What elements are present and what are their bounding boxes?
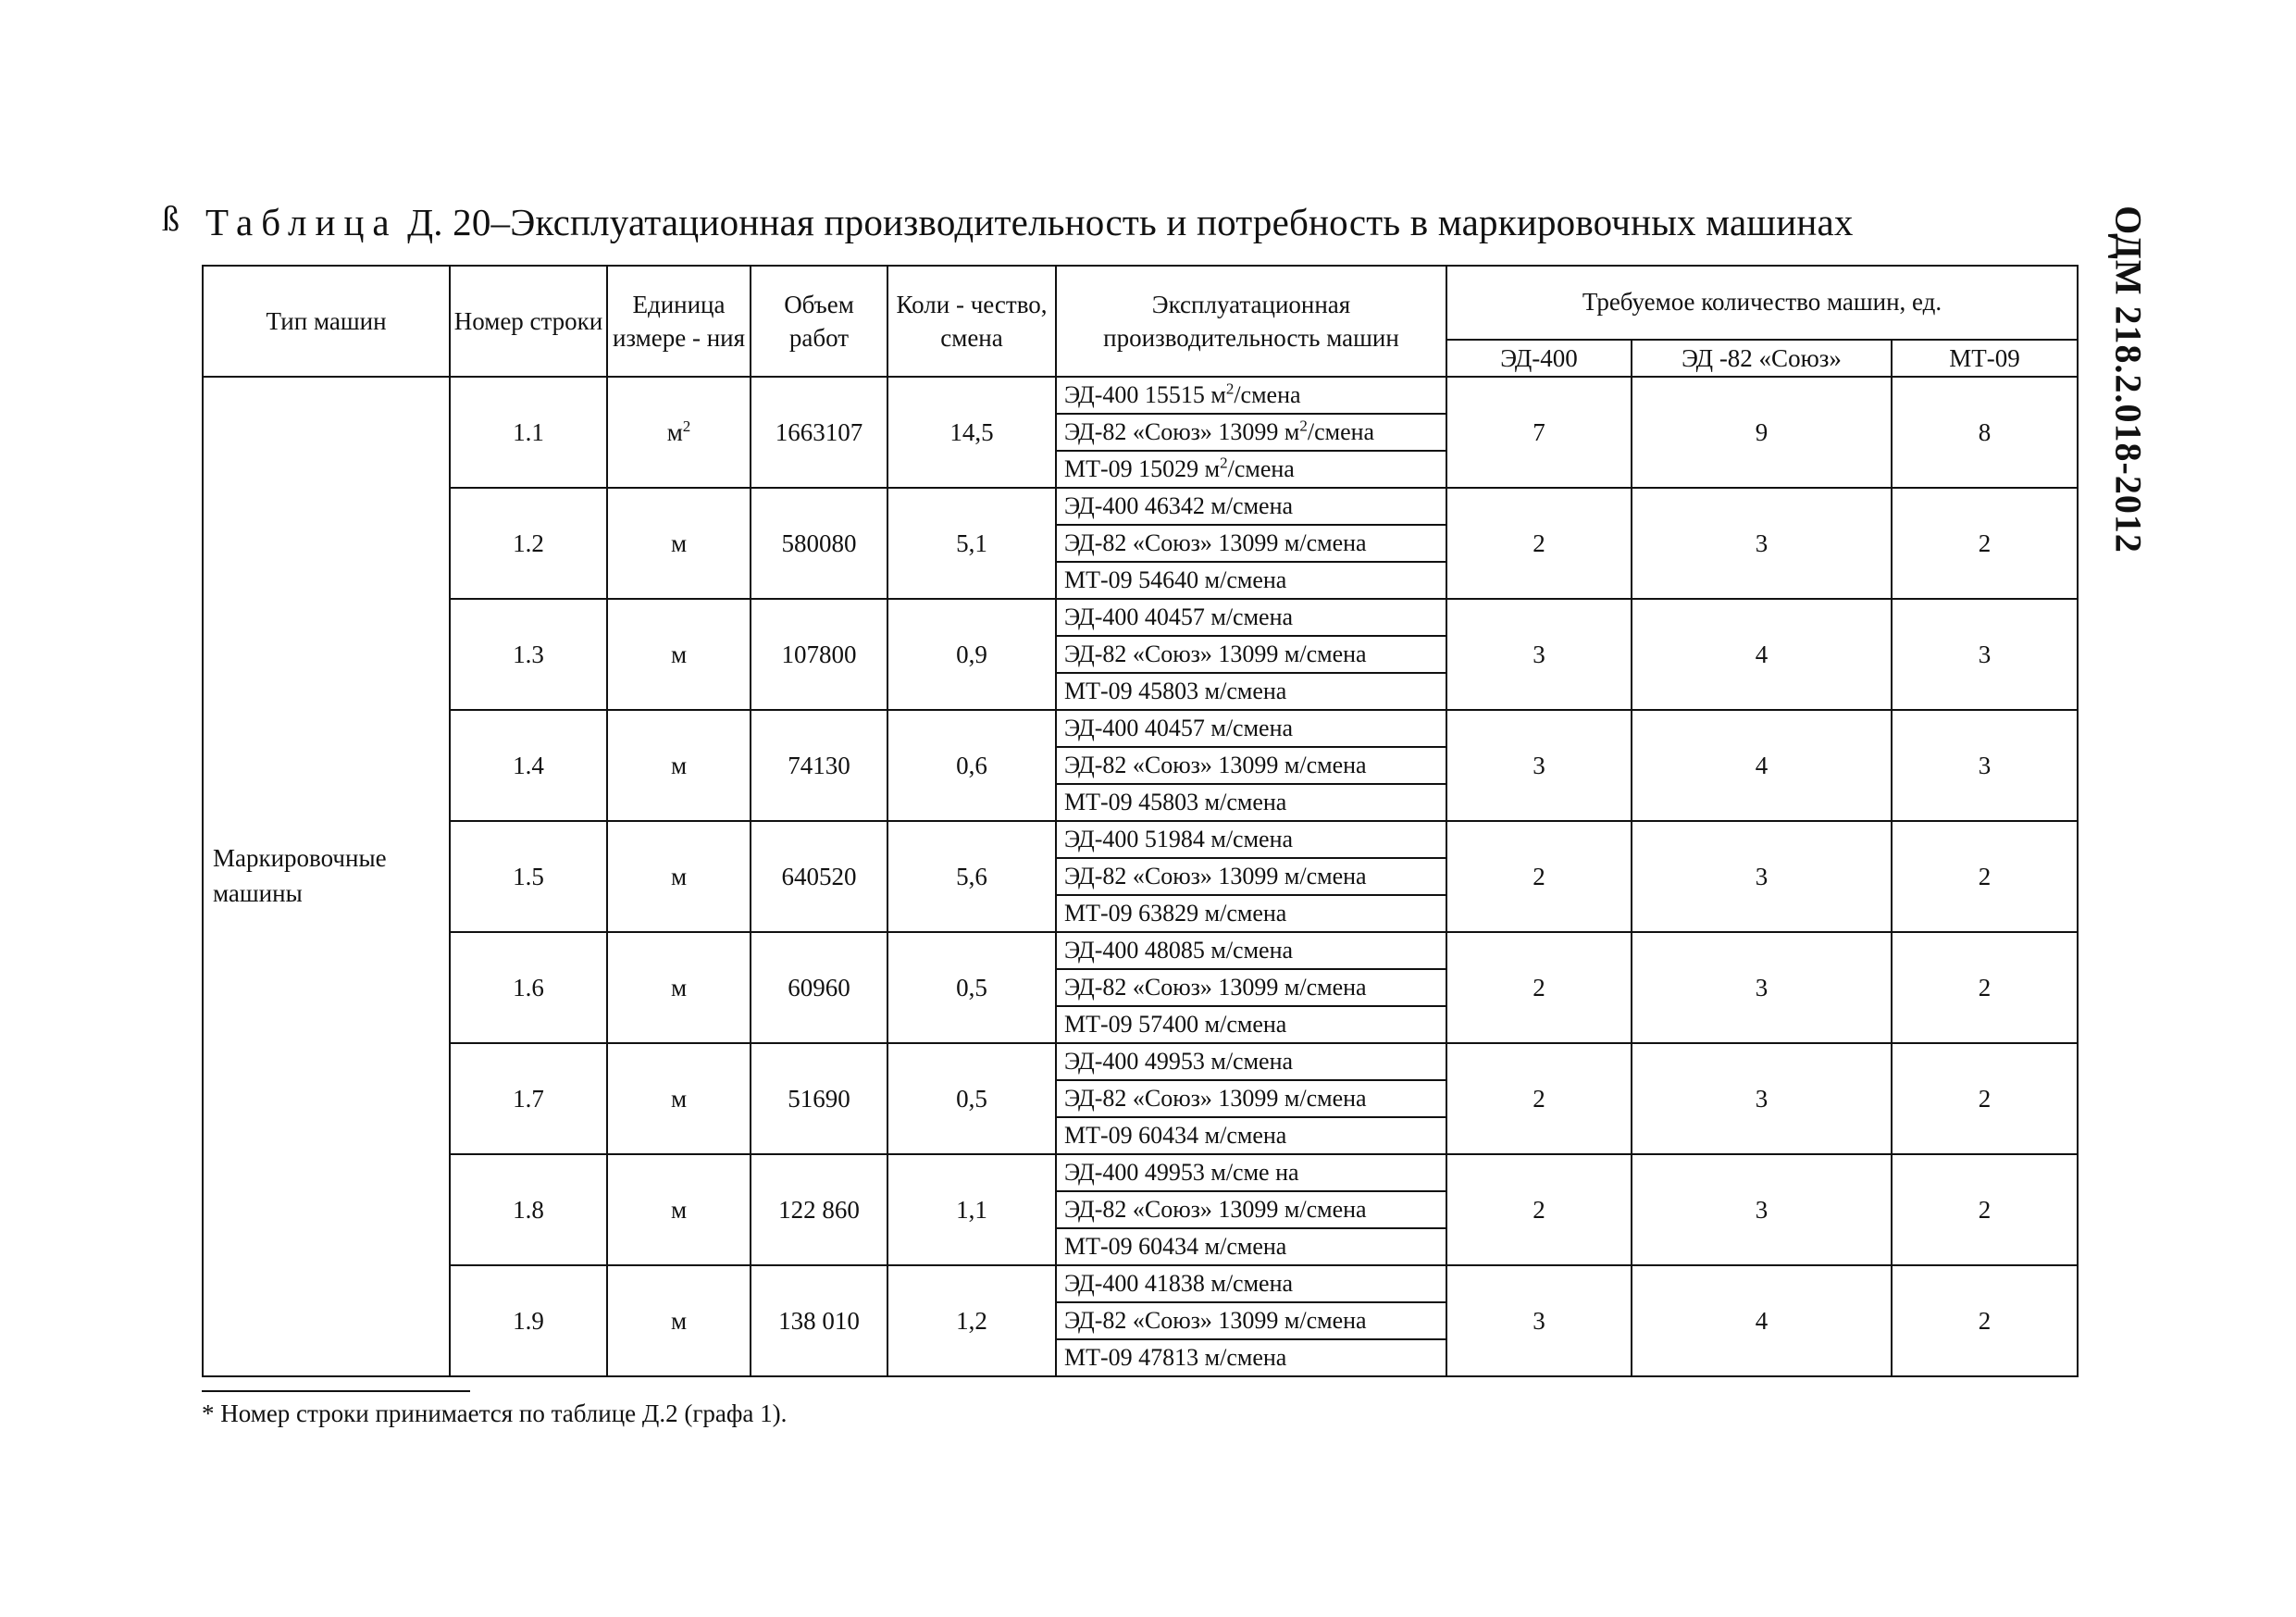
performance-cell bbox=[1056, 599, 1446, 636]
required-mt09-cell: 2 bbox=[1892, 1265, 2078, 1376]
required-mt09-cell: 2 bbox=[1892, 1043, 2078, 1154]
row-number-cell: 1.5 bbox=[450, 821, 607, 932]
performance-cell bbox=[1056, 525, 1446, 562]
header-volume: Объем работ bbox=[751, 266, 887, 377]
performance-text: ЭД-82 «Союз» 13099 м/смена bbox=[1064, 529, 1367, 556]
unit-cell bbox=[607, 1265, 751, 1376]
quantity-cell: 1,2 bbox=[887, 1265, 1056, 1376]
performance-cell bbox=[1056, 1080, 1446, 1117]
performance-text: ЭД-400 49953 м/смена bbox=[1064, 1047, 1294, 1075]
table-title bbox=[205, 202, 1854, 243]
performance-cell bbox=[1056, 562, 1446, 599]
volume-cell: 1663107 bbox=[751, 377, 887, 488]
performance-text: ЭД-400 49953 м/сме на bbox=[1064, 1158, 1299, 1186]
required-mt09-cell: 8 bbox=[1892, 377, 2078, 488]
performance-cell bbox=[1056, 895, 1446, 932]
volume-cell: 51690 bbox=[751, 1043, 887, 1154]
row-number-cell: 1.6 bbox=[450, 932, 607, 1043]
performance-text: ЭД-400 41838 м/смена bbox=[1064, 1269, 1294, 1297]
volume-cell: 107800 bbox=[751, 599, 887, 710]
performance-cell bbox=[1056, 1006, 1446, 1043]
header-quantity: Коли - чество, смена bbox=[887, 266, 1056, 377]
required-ed400-cell: 2 bbox=[1446, 821, 1632, 932]
quantity-cell: 5,6 bbox=[887, 821, 1056, 932]
performance-cell bbox=[1056, 969, 1446, 1006]
volume-cell: 74130 bbox=[751, 710, 887, 821]
unit-text: м bbox=[666, 417, 683, 446]
quantity-cell: 1,1 bbox=[887, 1154, 1056, 1265]
table-row bbox=[203, 821, 2078, 858]
volume-cell: 122 860 bbox=[751, 1154, 887, 1265]
performance-text: ЭД-400 51984 м/смена bbox=[1064, 825, 1294, 852]
table-title-number: Д. 20 bbox=[407, 201, 491, 243]
unit-text: м bbox=[670, 751, 688, 779]
header-required-ed400: ЭД-400 bbox=[1446, 340, 1632, 377]
performance-text: МТ-09 54640 м/смена bbox=[1064, 566, 1287, 593]
row-number-cell: 1.1 bbox=[450, 377, 607, 488]
unit-text: м bbox=[670, 1195, 688, 1224]
performance-cell bbox=[1056, 1117, 1446, 1154]
required-ed82-cell: 9 bbox=[1632, 377, 1892, 488]
performance-cell bbox=[1056, 1228, 1446, 1265]
performance-text: ЭД-400 46342 м/смена bbox=[1064, 491, 1294, 519]
required-mt09-cell: 2 bbox=[1892, 488, 2078, 599]
performance-cell bbox=[1056, 784, 1446, 821]
performance-text: ЭД-82 «Союз» 13099 м/смена bbox=[1064, 1195, 1367, 1223]
unit-cell bbox=[607, 488, 751, 599]
quantity-cell: 14,5 bbox=[887, 377, 1056, 488]
quantity-cell: 0,5 bbox=[887, 1043, 1056, 1154]
unit-cell bbox=[607, 821, 751, 932]
row-number-cell: 1.4 bbox=[450, 710, 607, 821]
performance-superscript: 2 bbox=[1220, 454, 1228, 472]
quantity-cell: 5,1 bbox=[887, 488, 1056, 599]
performance-text: МТ-09 45803 м/смена bbox=[1064, 788, 1287, 815]
performance-text: МТ-09 47813 м/смена bbox=[1064, 1343, 1287, 1371]
table-row bbox=[203, 932, 2078, 969]
volume-cell: 580080 bbox=[751, 488, 887, 599]
quantity-cell: 0,6 bbox=[887, 710, 1056, 821]
performance-superscript: 2 bbox=[1299, 417, 1308, 435]
required-ed400-cell: 2 bbox=[1446, 1043, 1632, 1154]
row-number-cell: 1.7 bbox=[450, 1043, 607, 1154]
required-ed82-cell: 4 bbox=[1632, 599, 1892, 710]
quantity-cell: 0,5 bbox=[887, 932, 1056, 1043]
unit-cell bbox=[607, 599, 751, 710]
performance-cell bbox=[1056, 747, 1446, 784]
performance-cell bbox=[1056, 1154, 1446, 1191]
row-number-cell: 1.2 bbox=[450, 488, 607, 599]
unit-cell bbox=[607, 1154, 751, 1265]
required-ed82-cell: 3 bbox=[1632, 488, 1892, 599]
performance-text: ЭД-400 15515 м bbox=[1064, 380, 1226, 408]
performance-tail: /смена bbox=[1307, 417, 1375, 445]
performance-text: МТ-09 60434 м/смена bbox=[1064, 1121, 1287, 1149]
required-mt09-cell: 3 bbox=[1892, 599, 2078, 710]
machine-type-cell: Маркировочные машины bbox=[203, 377, 450, 1376]
footnote-rule bbox=[202, 1390, 470, 1392]
performance-cell bbox=[1056, 710, 1446, 747]
required-mt09-cell: 3 bbox=[1892, 710, 2078, 821]
unit-text: м bbox=[670, 640, 688, 668]
performance-cell bbox=[1056, 377, 1446, 414]
performance-text: ЭД-82 «Союз» 13099 м/смена bbox=[1064, 751, 1367, 778]
header-row-number: Номер строки bbox=[450, 266, 607, 377]
table-row bbox=[203, 599, 2078, 636]
table-title-label: Таблица bbox=[205, 201, 398, 243]
required-ed82-cell: 3 bbox=[1632, 1043, 1892, 1154]
unit-text: м bbox=[670, 1084, 688, 1113]
performance-cell bbox=[1056, 932, 1446, 969]
performance-text: ЭД-82 «Союз» 13099 м/смена bbox=[1064, 1306, 1367, 1334]
table-row bbox=[203, 1265, 2078, 1302]
performance-text: МТ-09 63829 м/смена bbox=[1064, 899, 1287, 927]
footnote: * Номер строки принимается по таблице Д.2 (графа 1). bbox=[202, 1399, 788, 1427]
performance-tail: /смена bbox=[1227, 454, 1295, 482]
header-required-ed82: ЭД -82 «Союз» bbox=[1632, 340, 1892, 377]
required-ed82-cell: 4 bbox=[1632, 1265, 1892, 1376]
required-ed400-cell: 3 bbox=[1446, 710, 1632, 821]
unit-text: м bbox=[670, 529, 688, 557]
performance-cell bbox=[1056, 1302, 1446, 1339]
required-ed400-cell: 2 bbox=[1446, 932, 1632, 1043]
performance-text: ЭД-400 40457 м/смена bbox=[1064, 714, 1294, 741]
required-ed82-cell: 3 bbox=[1632, 932, 1892, 1043]
performance-superscript: 2 bbox=[1225, 379, 1235, 398]
document-code-text: ОДМ 218.2.018-2012 bbox=[2107, 205, 2150, 554]
unit-cell bbox=[607, 932, 751, 1043]
table-title-text: Эксплуатационная производительность и потребность в маркировочных машинах bbox=[510, 201, 1854, 243]
required-ed82-cell: 3 bbox=[1632, 821, 1892, 932]
performance-text: ЭД-82 «Союз» 13099 м/смена bbox=[1064, 1084, 1367, 1112]
table-body bbox=[203, 377, 2078, 1376]
unit-text: м bbox=[670, 862, 688, 890]
required-mt09-cell: 2 bbox=[1892, 821, 2078, 932]
unit-text: м bbox=[670, 973, 688, 1001]
required-mt09-cell: 2 bbox=[1892, 1154, 2078, 1265]
performance-text: ЭД-82 «Союз» 13099 м/смена bbox=[1064, 862, 1367, 889]
unit-text: м bbox=[670, 1306, 688, 1335]
performance-tail: /смена bbox=[1234, 380, 1301, 408]
header-required-mt09: МТ-09 bbox=[1892, 340, 2078, 377]
header-required: Требуемое количество машин, ед. bbox=[1446, 266, 2078, 340]
volume-cell: 60960 bbox=[751, 932, 887, 1043]
page-mark: ß bbox=[162, 200, 180, 239]
table-title-dash: – bbox=[490, 201, 511, 243]
required-ed400-cell: 3 bbox=[1446, 1265, 1632, 1376]
performance-cell bbox=[1056, 636, 1446, 673]
performance-text: МТ-09 60434 м/смена bbox=[1064, 1232, 1287, 1260]
header-unit: Единица измере - ния bbox=[607, 266, 751, 377]
performance-cell bbox=[1056, 1043, 1446, 1080]
required-ed400-cell: 2 bbox=[1446, 488, 1632, 599]
performance-cell bbox=[1056, 414, 1446, 451]
performance-cell bbox=[1056, 821, 1446, 858]
unit-superscript: 2 bbox=[682, 417, 691, 435]
performance-text: МТ-09 57400 м/смена bbox=[1064, 1010, 1287, 1038]
table-row bbox=[203, 488, 2078, 525]
performance-text: ЭД-82 «Союз» 13099 м/смена bbox=[1064, 973, 1367, 1001]
required-ed82-cell: 3 bbox=[1632, 1154, 1892, 1265]
performance-text: ЭД-82 «Союз» 13099 м bbox=[1064, 417, 1300, 445]
performance-cell bbox=[1056, 1191, 1446, 1228]
performance-text: МТ-09 45803 м/смена bbox=[1064, 677, 1287, 704]
required-ed82-cell: 4 bbox=[1632, 710, 1892, 821]
row-number-cell: 1.3 bbox=[450, 599, 607, 710]
productivity-table bbox=[202, 265, 2079, 1377]
performance-cell bbox=[1056, 1265, 1446, 1302]
table-row bbox=[203, 710, 2078, 747]
performance-cell bbox=[1056, 1339, 1446, 1376]
unit-cell bbox=[607, 1043, 751, 1154]
header-performance: Эксплуатационная производительность машин bbox=[1056, 266, 1446, 377]
performance-text: ЭД-82 «Союз» 13099 м/смена bbox=[1064, 640, 1367, 667]
row-number-cell: 1.8 bbox=[450, 1154, 607, 1265]
header-type: Тип машин bbox=[203, 266, 450, 377]
required-ed400-cell: 7 bbox=[1446, 377, 1632, 488]
quantity-cell: 0,9 bbox=[887, 599, 1056, 710]
volume-cell: 138 010 bbox=[751, 1265, 887, 1376]
table-row bbox=[203, 1154, 2078, 1191]
performance-cell bbox=[1056, 451, 1446, 488]
performance-text: ЭД-400 48085 м/смена bbox=[1064, 936, 1294, 964]
required-ed400-cell: 2 bbox=[1446, 1154, 1632, 1265]
row-number-cell: 1.9 bbox=[450, 1265, 607, 1376]
volume-cell: 640520 bbox=[751, 821, 887, 932]
performance-cell bbox=[1056, 488, 1446, 525]
table-row bbox=[203, 1043, 2078, 1080]
performance-text: МТ-09 15029 м bbox=[1064, 454, 1221, 482]
required-mt09-cell: 2 bbox=[1892, 932, 2078, 1043]
unit-cell bbox=[607, 377, 751, 488]
table-row bbox=[203, 377, 2078, 414]
performance-text: ЭД-400 40457 м/смена bbox=[1064, 603, 1294, 630]
performance-cell bbox=[1056, 858, 1446, 895]
required-ed400-cell: 3 bbox=[1446, 599, 1632, 710]
unit-cell bbox=[607, 710, 751, 821]
performance-cell bbox=[1056, 673, 1446, 710]
